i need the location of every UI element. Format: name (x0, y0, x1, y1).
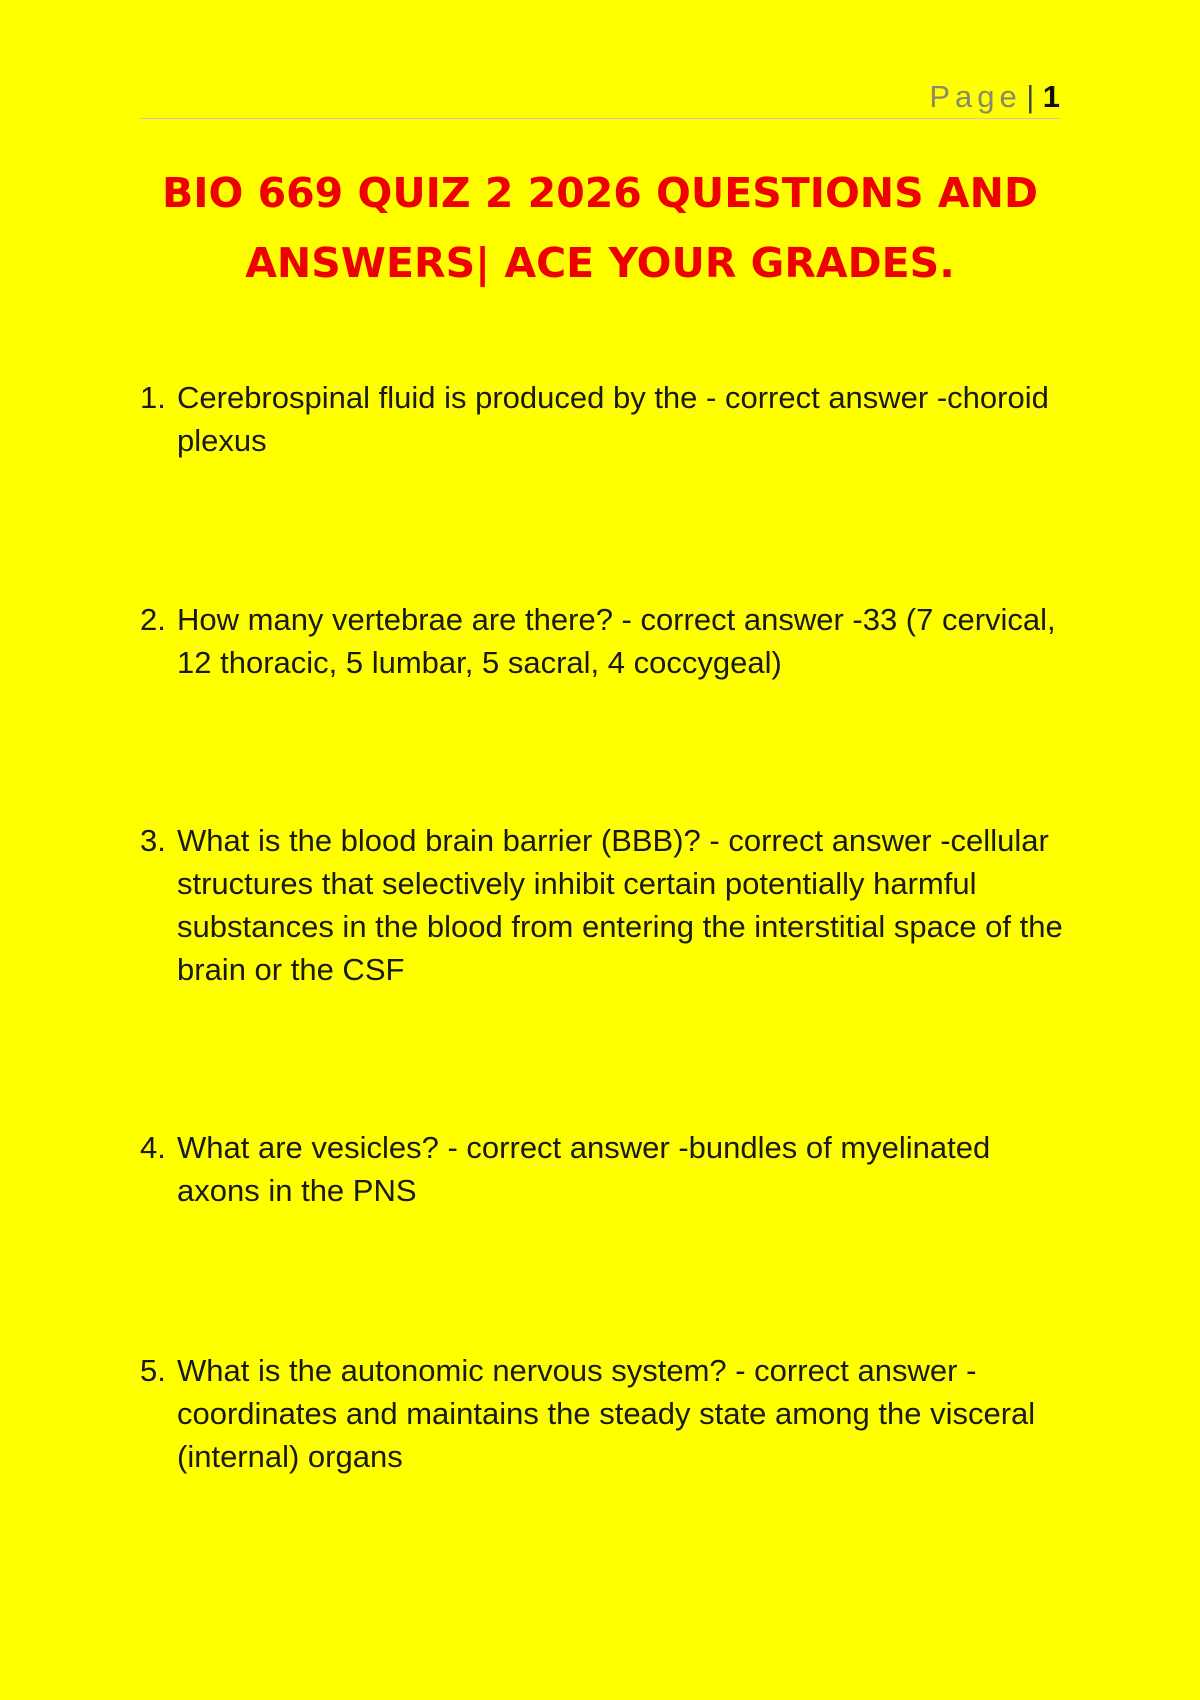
question-item-3 (140, 819, 1070, 991)
question-text: How many vertebrae are there? - correct answer -33 (7 cervical, 12 thoracic, 5 lumbar, 5 sacral, 4 coccygeal) (177, 602, 1056, 680)
question-item-5 (140, 1349, 1070, 1478)
page-label: Page (929, 79, 1022, 114)
title-line-1: BIO 669 QUIZ 2 2026 QUESTIONS AND (161, 169, 1039, 217)
question-item-2 (140, 598, 1070, 684)
question-number: 4. (140, 1130, 166, 1165)
question-item-1 (140, 376, 1070, 462)
title-line-2: ANSWERS| ACE YOUR GRADES. (245, 239, 955, 287)
question-text: What is the blood brain barrier (BBB)? - correct answer -cellular structures that selectively inhibit certain potentially harmful substances in the blood from entering the interstitial space of the brain or the CSF (177, 823, 1063, 987)
question-number: 3. (140, 823, 166, 858)
question-text: Cerebrospinal fluid is produced by the - correct answer -choroid plexus (177, 380, 1049, 458)
question-item-4 (140, 1126, 1070, 1212)
question-text: What are vesicles? - correct answer -bundles of myelinated axons in the PNS (177, 1130, 991, 1208)
question-number: 2. (140, 602, 166, 637)
document-title (120, 158, 1080, 298)
page-header (140, 76, 1060, 119)
page-number: 1 (1042, 79, 1060, 114)
question-text: What is the autonomic nervous system? - correct answer -coordinates and maintains the steady state among the visceral (internal) organs (177, 1353, 1036, 1474)
question-number: 1. (140, 380, 166, 415)
page-separator: | (1026, 79, 1035, 114)
question-number: 5. (140, 1353, 166, 1388)
